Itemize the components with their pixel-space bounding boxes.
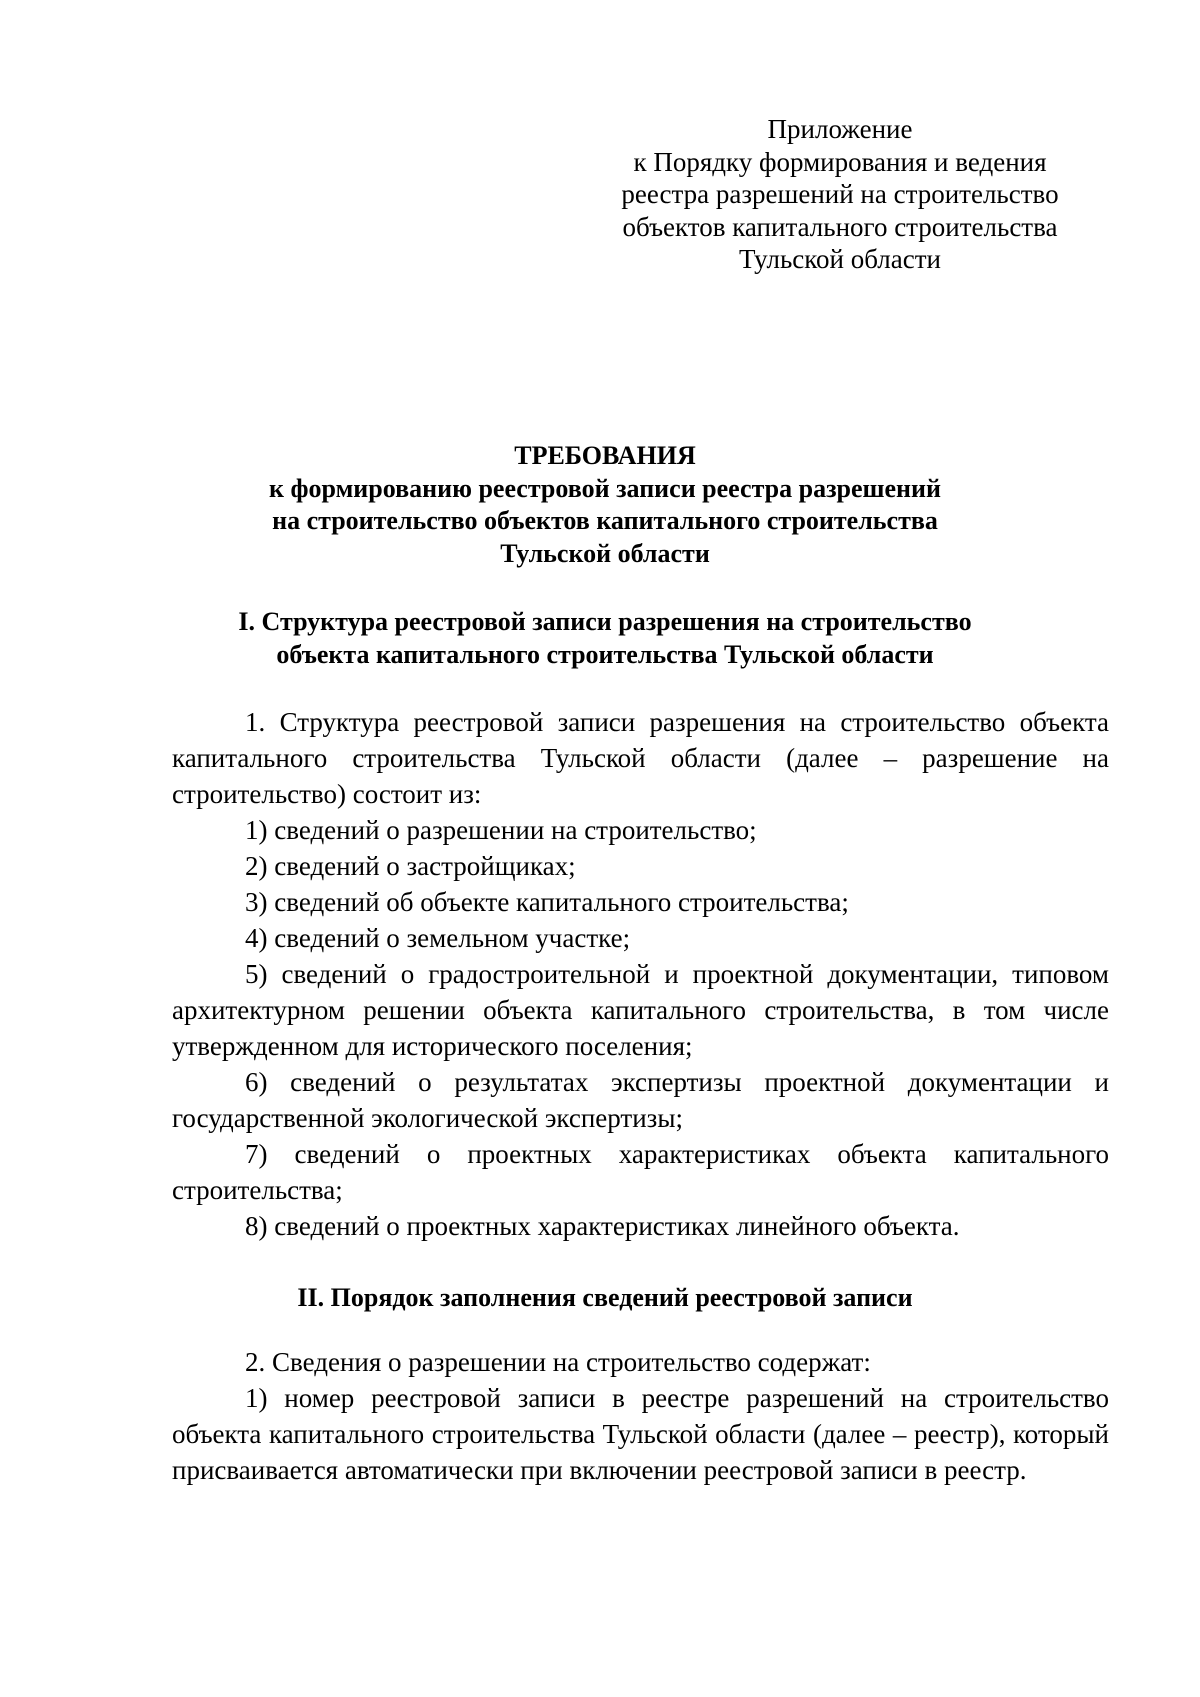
section-1-heading-line-2: объекта капитального строительства Тульской области [276,639,934,669]
list-item: 3) сведений об объекте капитального строительства; [245,887,849,917]
paragraph-1: 1. Структура реестровой записи разрешения на строительство объекта капитального строительства Тульской области (далее – разрешение на строительство) состоит из: [172,707,1109,809]
list-item: 4) сведений о земельном участке; [245,923,631,953]
section-1-heading-line-1: I. Структура реестровой записи разрешения на строительство [238,607,972,636]
section-1-heading [170,606,1040,671]
appendix-line-3: реестра разрешений на строительство [621,179,1059,209]
list-item: 5) сведений о градостроительной и проектной документации, типовом архитектурном решении объекта капитального строительства, в том числе утвержденном для исторического поселения; [172,959,1109,1061]
list-item: 1) сведений о разрешении на строительство; [245,815,757,845]
list-item: 1) номер реестровой записи в реестре разрешений на строительство объекта капитального строительства Тульской области (далее – реестр), который присваивается автоматически при включении реестровой записи в реестр. [172,1383,1109,1485]
list-item: 2) сведений о застройщиках; [245,851,576,881]
title-line-1: ТРЕБОВАНИЯ [514,441,696,470]
appendix-header [570,113,1110,276]
list-item: 7) сведений о проектных характеристиках объекта капитального строительства; [172,1139,1109,1205]
section-1-body [172,704,1109,1244]
appendix-line-5: Тульской области [739,244,941,274]
list-item: 6) сведений о результатах экспертизы проектной документации и государственной экологической экспертизы; [172,1067,1109,1133]
list-item: 8) сведений о проектных характеристиках линейного объекта. [245,1211,960,1241]
section-2-body [172,1344,1109,1488]
appendix-line-2: к Порядку формирования и ведения [633,146,1047,177]
appendix-line-4: объектов капитального строительства [622,211,1058,242]
title-line-2: к формированию реестровой записи реестра разрешений [269,473,941,503]
paragraph-2: 2. Сведения о разрешении на строительство содержат: [245,1347,871,1377]
title-line-3: на строительство объектов капитального строительства [272,506,938,535]
document-title [170,440,1040,570]
title-line-4: Тульской области [500,538,710,568]
section-2-heading: II. Порядок заполнения сведений реестровой записи [297,1283,913,1312]
appendix-line-1: Приложение [767,114,913,144]
